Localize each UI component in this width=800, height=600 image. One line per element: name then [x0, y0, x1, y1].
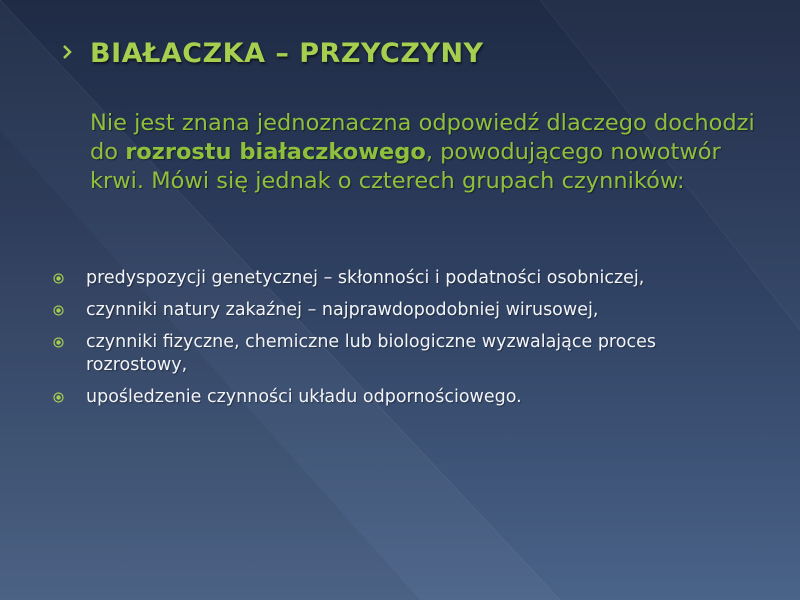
chevron-right-icon [62, 44, 72, 60]
intro-bold-term: rozrostu białaczkowego [125, 139, 426, 165]
circle-dot-icon [53, 305, 64, 316]
intro-paragraph [90, 109, 770, 196]
circle-dot-icon [53, 337, 64, 348]
slide-title: BIAŁACZKA – PRZYCZYNY [90, 38, 484, 69]
list-item [50, 267, 750, 290]
list-item-text: predyspozycji genetycznej – skłonności i podatności osobniczej, [86, 268, 645, 288]
factors-list [50, 267, 750, 418]
list-item [50, 331, 750, 377]
intro-text-part2: , powodującego nowotwór krwi. Mówi się jednak o czterech grupach czynników: [90, 139, 721, 194]
list-item-text: czynniki natury zakaźnej – najprawdopodobniej wirusowej, [86, 300, 599, 320]
list-item-text: upośledzenie czynności układu odpornościowego. [86, 387, 522, 407]
circle-dot-icon [53, 273, 64, 284]
list-item [50, 299, 750, 322]
circle-dot-icon [53, 392, 64, 403]
list-item [50, 386, 750, 409]
intro-text-part1: Nie jest znana jednoznaczna odpowiedź dlaczego dochodzi do [90, 110, 755, 165]
list-item-text: czynniki fizyczne, chemiczne lub biologiczne wyzwalające proces rozrostowy, [86, 332, 656, 375]
